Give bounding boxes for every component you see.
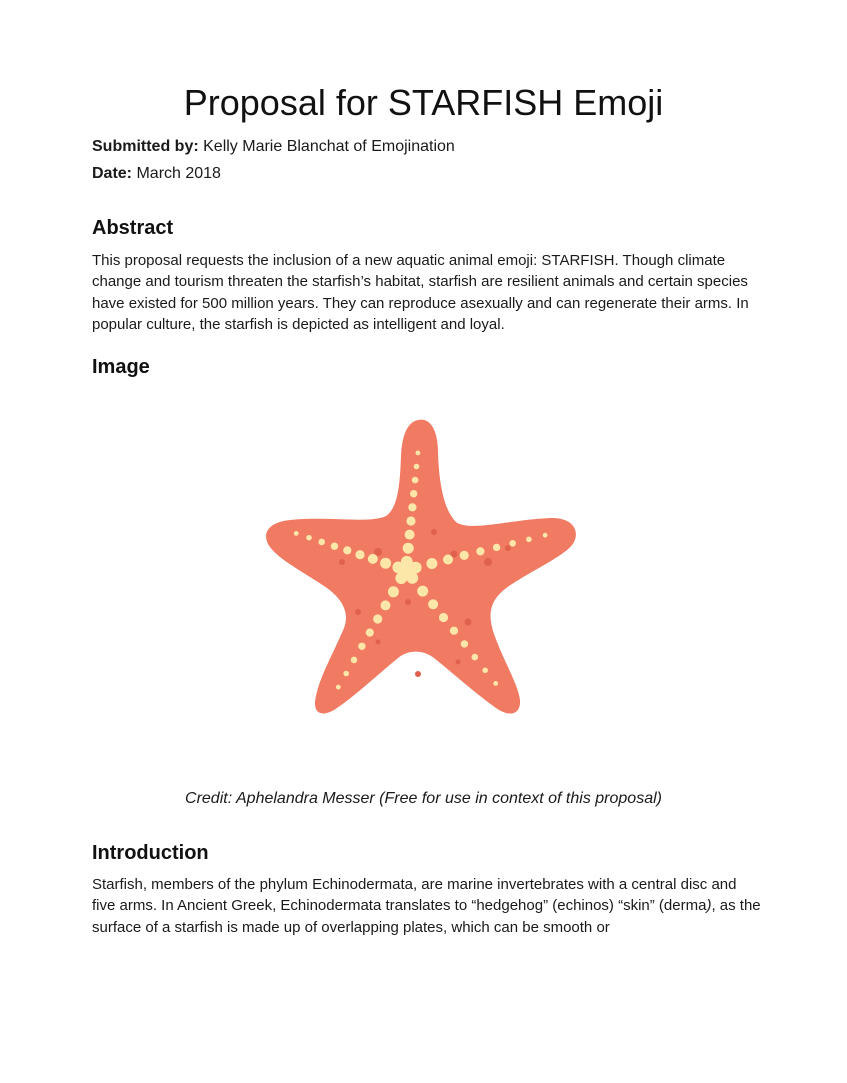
starfish-dot (366, 629, 374, 637)
submitted-by-value: Kelly Marie Blanchat of Emojination (198, 138, 455, 155)
starfish-dot (380, 558, 391, 569)
starfish-dot (358, 643, 365, 650)
starfish-dot (388, 586, 399, 597)
starfish-dot (461, 640, 468, 647)
starfish-dot (412, 477, 419, 484)
starfish-dot (543, 533, 548, 538)
submitted-by-label: Submitted by: (92, 138, 199, 155)
starfish-dot (472, 654, 479, 661)
starfish-dot (318, 539, 325, 546)
starfish-skin-spot (484, 558, 492, 566)
image-heading: Image (92, 356, 150, 378)
starfish-dot (476, 547, 484, 555)
introduction-text-italic: ) (706, 897, 712, 915)
starfish-dot (368, 554, 378, 564)
starfish-dot (343, 671, 349, 677)
starfish-dot (408, 503, 416, 511)
date-line (92, 164, 221, 184)
starfish-skin-spot (376, 640, 381, 645)
abstract-heading: Abstract (92, 217, 174, 239)
starfish-dot (381, 600, 391, 610)
image-credit: Credit: Aphelandra Messer (Free for use in context of this proposal) (185, 790, 662, 807)
introduction-heading: Introduction (92, 842, 209, 864)
starfish-dot (306, 535, 312, 541)
starfish-center-dot (399, 563, 413, 577)
introduction-text-part-2: , as the surface of a starfish is made up of overlapping plates, which can be smooth or (92, 897, 761, 936)
starfish-dot (331, 543, 338, 550)
abstract-paragraph: This proposal requests the inclusion of a new aquatic animal emoji: STARFISH. Though climate change and tourism threaten the starfish’s habitat, starfish are resilient animals and certain species have existed for 500 million years. They can reproduce asexually and can regenerate their arms. In popular culture, the starfish is depicted as intelligent and loyal. (92, 252, 749, 333)
starfish-skin-spot (355, 609, 361, 615)
starfish-skin-spot (339, 559, 345, 565)
starfish-dot (526, 537, 532, 543)
date-value: March 2018 (132, 165, 221, 182)
starfish-dot (509, 540, 516, 547)
starfish-skin-spot (405, 599, 411, 605)
starfish-dot (493, 544, 500, 551)
starfish-icon (258, 412, 588, 722)
page-title: Proposal for STARFISH Emoji (183, 82, 664, 123)
starfish-dot (443, 555, 453, 565)
starfish-dot (414, 464, 420, 470)
starfish-dot (294, 531, 299, 536)
starfish-illustration (258, 412, 588, 722)
starfish-dot (355, 550, 364, 559)
starfish-dot (351, 657, 358, 664)
submitted-by-line (92, 137, 455, 157)
starfish-dot (336, 685, 341, 690)
starfish-dot (482, 668, 488, 674)
starfish-skin-spot (415, 671, 421, 677)
starfish-dot (343, 546, 351, 554)
starfish-dot (417, 586, 428, 597)
starfish-skin-spot (505, 545, 511, 551)
starfish-skin-spot (456, 660, 461, 665)
starfish-dot (405, 530, 415, 540)
starfish-dot (439, 613, 448, 622)
introduction-paragraph (92, 874, 762, 938)
starfish-dot (406, 516, 415, 525)
starfish-dot (373, 614, 382, 623)
starfish-dot (428, 599, 438, 609)
starfish-skin-spot (431, 529, 437, 535)
starfish-dot (493, 681, 498, 686)
starfish-dot (450, 627, 458, 635)
starfish-dot (416, 451, 421, 456)
starfish-dot (460, 551, 469, 560)
starfish-dot (403, 543, 414, 554)
starfish-dot (426, 558, 437, 569)
starfish-dot (410, 490, 417, 497)
starfish-skin-spot (465, 619, 472, 626)
introduction-text-part-1: Starfish, members of the phylum Echinodermata, are marine invertebrates with a central disc and five arms. In Ancient Greek, Echinodermata translates to “hedgehog” (echinos) “skin” (derma (92, 876, 737, 915)
date-label: Date: (92, 165, 133, 182)
